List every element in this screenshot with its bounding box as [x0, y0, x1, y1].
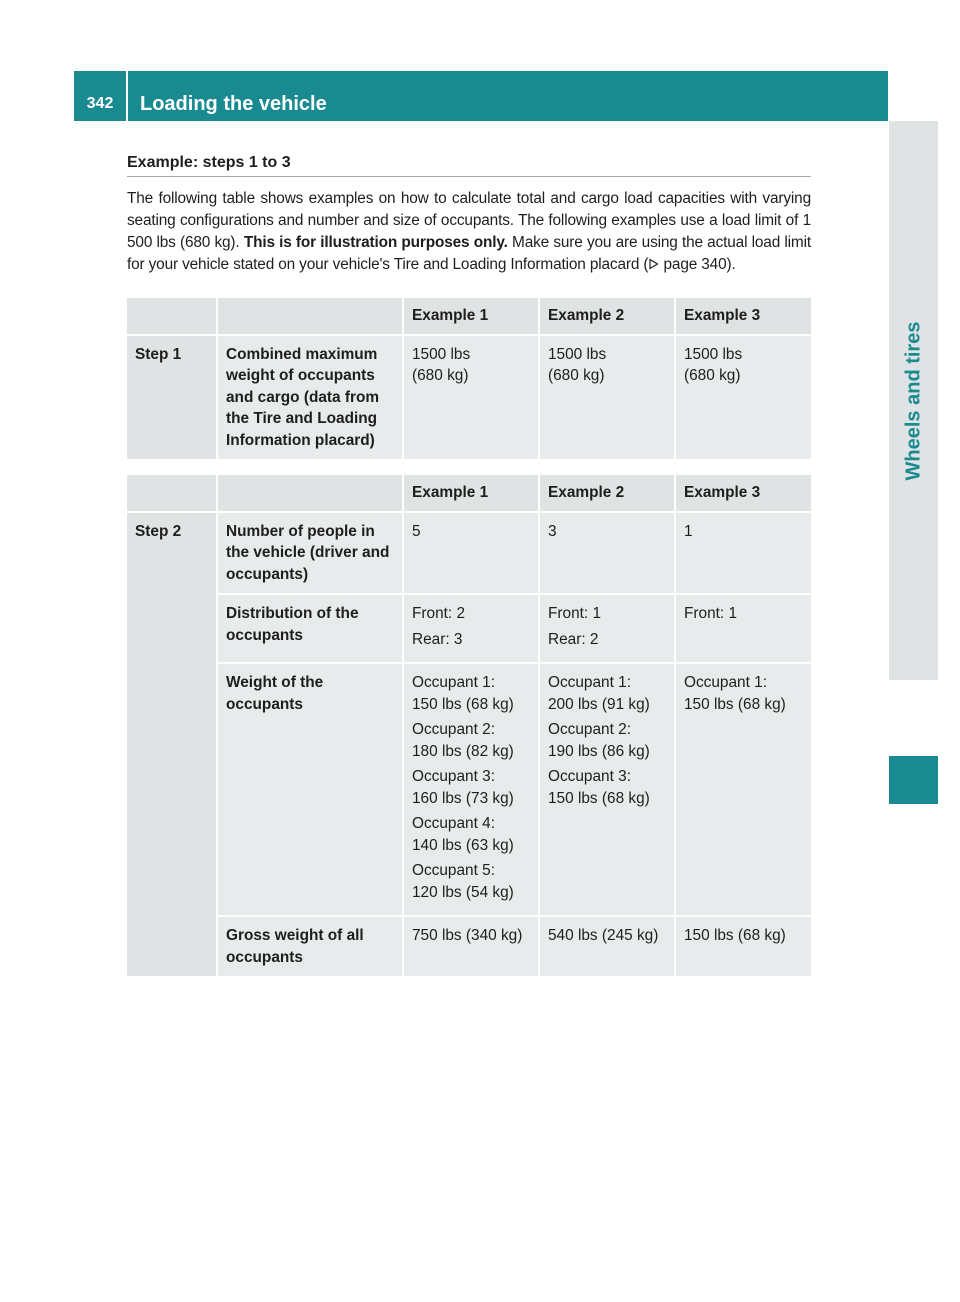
table-cell	[403, 335, 539, 461]
header-divider	[126, 71, 128, 121]
intro-text-2: Make sure you are using the actual load limit for your vehicle stated on your vehicle's Tire and Loading Information placard (	[127, 234, 811, 273]
occupant-entry	[548, 719, 666, 762]
occupant-entry	[412, 860, 530, 903]
value-line: 1500 lbs	[548, 345, 607, 363]
item-label: Distribution of the occupants	[217, 594, 403, 663]
example-table-step2	[127, 475, 811, 978]
value-line: Occupant 3:	[548, 768, 631, 785]
step-label: Step 2	[127, 512, 217, 978]
value-line: Rear: 3	[412, 630, 463, 648]
table-row	[127, 594, 811, 663]
table-row	[127, 512, 811, 595]
table-cell	[403, 512, 539, 595]
value-line: 200 lbs (91 kg)	[548, 695, 650, 713]
value-line: 180 lbs (82 kg)	[412, 742, 514, 760]
item-label: Gross weight of all occupants	[217, 916, 403, 977]
intro-paragraph	[127, 188, 811, 276]
value-line: 190 lbs (86 kg)	[548, 742, 650, 760]
value-line: Occupant 3:	[412, 768, 495, 785]
occupant-entry	[412, 766, 530, 809]
value-line: 3	[548, 522, 557, 540]
column-header: Example 2	[539, 475, 675, 512]
item-label: Weight of the occupants	[217, 663, 403, 916]
column-header: Example 1	[403, 298, 539, 335]
page-reference-link[interactable]: page 340).	[663, 256, 736, 273]
value-line: 1500 lbs	[684, 345, 743, 363]
value-line: 5	[412, 522, 421, 540]
value-line: Occupant 2:	[412, 721, 495, 738]
item-label: Combined maximum weight of occupants and cargo (data from the Tire and Loading Information placard)	[217, 335, 403, 461]
intro-bold-note: This is for illustration purposes only.	[243, 234, 508, 251]
table-cell	[675, 335, 811, 461]
table-row	[127, 916, 811, 977]
value-line: Occupant 1:	[684, 674, 767, 691]
value-line: 140 lbs (63 kg)	[412, 836, 514, 854]
value-line: 150 lbs (68 kg)	[412, 695, 514, 713]
occupant-entry	[548, 766, 666, 809]
occupant-entry	[684, 672, 803, 715]
occupant-entry	[412, 813, 530, 856]
column-header: Example 1	[403, 475, 539, 512]
table-cell	[675, 594, 811, 663]
value-line: 150 lbs (68 kg)	[548, 789, 650, 807]
table-row	[127, 663, 811, 916]
value-line: (680 kg)	[684, 367, 741, 384]
table-cell	[539, 335, 675, 461]
example-table-step1	[127, 298, 811, 461]
side-tab-label: Wheels and tires	[902, 321, 924, 480]
section-title: Example: steps 1 to 3	[127, 154, 811, 177]
value-line: Occupant 1:	[548, 674, 631, 691]
value-line: 1500 lbs	[412, 345, 471, 363]
page-number: 342	[86, 95, 114, 112]
table-cell	[539, 663, 675, 916]
table-cell	[539, 594, 675, 663]
value-line: 120 lbs (54 kg)	[412, 883, 514, 901]
step-label: Step 1	[127, 335, 217, 461]
value-line: Rear: 2	[548, 630, 599, 648]
table-cell	[403, 663, 539, 916]
value-line: Front: 2	[412, 605, 466, 622]
table-cell	[675, 512, 811, 595]
table-cell	[403, 916, 539, 977]
triangle-right-icon	[648, 256, 659, 273]
side-chapter-tab	[889, 121, 938, 680]
column-header	[217, 475, 403, 512]
column-header: Example 2	[539, 298, 675, 335]
value-line: Occupant 5:	[412, 862, 495, 879]
table-cell	[675, 916, 811, 977]
value-line: 160 lbs (73 kg)	[412, 789, 514, 807]
table-cell	[539, 512, 675, 595]
value-line: Occupant 4:	[412, 815, 495, 832]
value-line: 540 lbs (245 kg)	[548, 927, 659, 944]
table-cell	[539, 916, 675, 977]
intro-text-1: The following table shows examples on how to calculate total and cargo load capacities with varying seating configurations and number and size of occupants. The following examples use a load limit of 1 500 lbs (680 kg).	[127, 190, 811, 251]
value-line: (680 kg)	[412, 367, 469, 384]
occupant-entry	[412, 672, 530, 715]
column-header: Example 3	[675, 475, 811, 512]
page-header	[74, 71, 888, 121]
value-line: 1	[684, 522, 693, 540]
side-marker-block	[889, 756, 938, 804]
column-header: Example 3	[675, 298, 811, 335]
item-label: Number of people in the vehicle (driver and occupants)	[217, 512, 403, 595]
value-line: 150 lbs (68 kg)	[684, 927, 786, 944]
value-line: Front: 1	[684, 605, 738, 622]
occupant-entry	[548, 672, 666, 715]
value-line: Occupant 1:	[412, 674, 495, 691]
occupant-entry	[412, 719, 530, 762]
value-line: (680 kg)	[548, 367, 605, 384]
column-header	[127, 475, 217, 512]
value-line: Front: 1	[548, 605, 602, 622]
column-header	[127, 298, 217, 335]
table-cell	[675, 663, 811, 916]
value-line: Occupant 2:	[548, 721, 631, 738]
chapter-title: Loading the vehicle	[140, 93, 327, 115]
table-cell	[403, 594, 539, 663]
value-line: 750 lbs (340 kg)	[412, 927, 523, 944]
value-line: 150 lbs (68 kg)	[684, 695, 786, 713]
column-header	[217, 298, 403, 335]
